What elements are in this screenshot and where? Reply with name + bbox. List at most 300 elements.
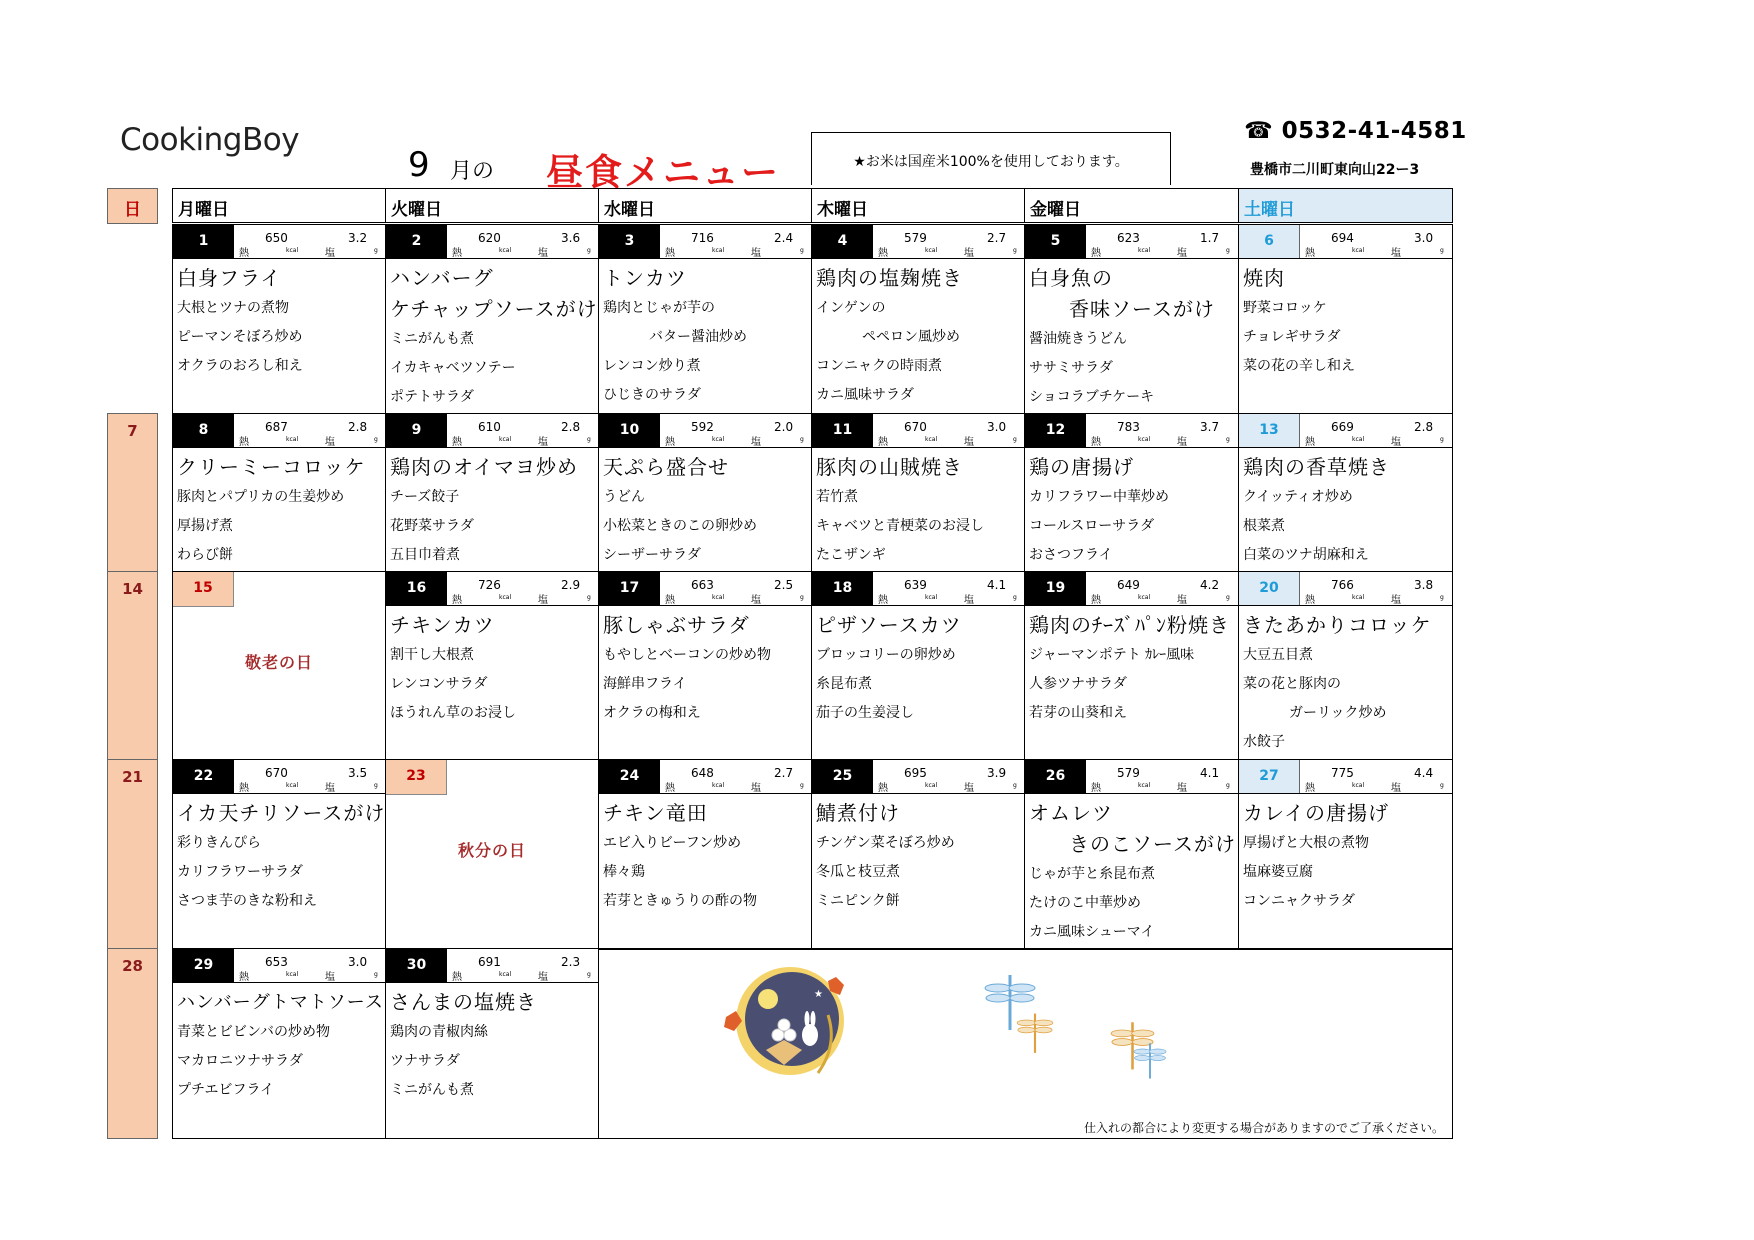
date-number: 24: [599, 760, 660, 793]
g-label: g: [800, 436, 804, 443]
date-number: 10: [599, 414, 660, 447]
kcal-value: 592: [691, 420, 714, 434]
g-label: g: [800, 247, 804, 254]
side-dish: エビ入りビーフン炒め: [603, 835, 742, 851]
salt-value: 3.6: [561, 231, 581, 245]
page-title: 昼食メニュー: [546, 151, 780, 194]
side-dish: 糸昆布煮: [816, 676, 872, 692]
side-dish: マカロニツナサラダ: [177, 1053, 303, 1069]
side-dish: うどん: [603, 489, 645, 505]
kcal-value: 653: [265, 955, 288, 969]
side-dish: 小松菜ときのこの卵炒め: [603, 518, 757, 534]
kcal-label: kcal: [1352, 782, 1365, 789]
heat-label: 熱: [1305, 783, 1315, 794]
nutrition-strip: [173, 225, 385, 259]
main-dish: オムレツ: [1029, 801, 1113, 825]
salt-value: 3.5: [348, 766, 368, 780]
day-header-wed: 水曜日: [598, 188, 812, 223]
side-dish: ミニがんも煮: [390, 1082, 474, 1098]
heat-label: 熱: [1305, 595, 1315, 606]
side-dish: プチエビフライ: [177, 1082, 275, 1098]
date-number: 23: [386, 760, 447, 795]
day-cell: [172, 948, 386, 1139]
side-dish: ひじきのサラダ: [603, 387, 701, 403]
g-label: g: [1440, 247, 1444, 254]
g-label: g: [1440, 594, 1444, 601]
side-dish: 根菜煮: [1243, 518, 1285, 534]
side-dish: 水餃子: [1243, 734, 1285, 750]
main-dish: 鶏肉の塩麹焼き: [816, 266, 963, 290]
salt-value: 1.7: [1200, 231, 1220, 245]
heat-label: 熱: [452, 248, 462, 259]
day-cell: [598, 224, 812, 414]
side-dish: 棒々鶏: [603, 864, 645, 880]
kcal-label: kcal: [925, 436, 938, 443]
main-dish: トンカツ: [603, 266, 687, 290]
salt-label: 塩: [751, 248, 761, 259]
side-dish: ツナサラダ: [390, 1053, 460, 1069]
date-number: 16: [386, 572, 447, 605]
heat-label: 熱: [239, 972, 249, 983]
kcal-value: 579: [904, 231, 927, 245]
g-label: g: [1013, 436, 1017, 443]
kcal-value: 663: [691, 578, 714, 592]
main-dish: 鶏肉のオイマヨ炒め: [390, 455, 578, 479]
side-dish: 海鮮串フライ: [603, 676, 687, 692]
salt-value: 2.7: [774, 766, 794, 780]
day-cell: [811, 224, 1025, 414]
kcal-label: kcal: [499, 436, 512, 443]
main-dish: 天ぷら盛合せ: [603, 455, 729, 479]
kcal-value: 687: [265, 420, 288, 434]
side-dish: わらび餅: [177, 547, 233, 563]
heat-label: 熱: [239, 437, 249, 448]
g-label: g: [587, 247, 591, 254]
kcal-label: kcal: [925, 247, 938, 254]
heat-label: 熱: [878, 437, 888, 448]
star-icon: ★: [814, 989, 823, 1000]
day-cell: [385, 224, 599, 414]
side-dish: 豚肉とパプリカの生姜炒め: [177, 489, 345, 505]
salt-label: 塩: [964, 248, 974, 259]
day-header-thu: 木曜日: [811, 188, 1025, 223]
g-label: g: [1226, 436, 1230, 443]
side-dish: ペペロン風炒め: [862, 329, 960, 345]
salt-label: 塩: [751, 437, 761, 448]
side-dish: オクラの梅和え: [603, 705, 701, 721]
side-dish: カニ風味サラダ: [816, 387, 914, 403]
day-cell: [598, 759, 812, 949]
salt-label: 塩: [538, 972, 548, 983]
sunday-date: 14: [122, 580, 143, 598]
side-dish: おさつフライ: [1029, 547, 1113, 563]
address: 豊橋市二川町東向山22ー3: [1250, 162, 1420, 178]
kcal-value: 639: [904, 578, 927, 592]
salt-value: 4.1: [1200, 766, 1220, 780]
side-dish: 茄子の生姜浸し: [816, 705, 914, 721]
salt-value: 2.3: [561, 955, 581, 969]
salt-value: 2.9: [561, 578, 581, 592]
side-dish: 醤油焼きうどん: [1029, 331, 1127, 347]
side-dish: たこザンギ: [816, 547, 886, 563]
day-cell: [385, 413, 599, 572]
salt-value: 3.8: [1414, 578, 1434, 592]
heat-label: 熱: [1305, 437, 1315, 448]
dango: [778, 1019, 790, 1031]
nutrition-strip: [1025, 414, 1238, 448]
day-cell: [598, 571, 812, 760]
side-dish: 白菜のツナ胡麻和え: [1243, 547, 1369, 563]
kcal-value: 650: [265, 231, 288, 245]
salt-value: 4.4: [1414, 766, 1434, 780]
heat-label: 熱: [878, 783, 888, 794]
day-cell: [1238, 759, 1453, 949]
side-dish: ほうれん草のお浸し: [390, 705, 516, 721]
side-dish: 五目巾着煮: [390, 547, 460, 563]
rabbit-ear: [811, 1011, 816, 1027]
main-dish: 鶏肉の香草焼き: [1243, 455, 1390, 479]
side-dish: 若芽の山葵和え: [1029, 705, 1127, 721]
heat-label: 熱: [452, 595, 462, 606]
kcal-value: 726: [478, 578, 501, 592]
dragonfly-icon: [1010, 1010, 1060, 1060]
g-label: g: [374, 436, 378, 443]
side-dish: 冬瓜と枝豆煮: [816, 864, 900, 880]
main-dish: イカ天チリソースがけ: [177, 801, 386, 825]
nutrition-strip: [1239, 225, 1452, 259]
side-dish: たけのこ中華炒め: [1029, 895, 1141, 911]
main-dish: ピザソースカツ: [816, 613, 962, 637]
date-number: 18: [812, 572, 873, 605]
rabbit: [802, 1024, 818, 1046]
heat-label: 熱: [878, 248, 888, 259]
phone-number: ☎ 0532-41-4581: [1244, 118, 1467, 144]
main-dish: チキン竜田: [603, 801, 708, 825]
rice-note: ★お米は国産米100%を使用しております。: [811, 132, 1171, 185]
date-number: 27: [1239, 760, 1300, 793]
kcal-label: kcal: [712, 782, 725, 789]
g-label: g: [587, 594, 591, 601]
nutrition-strip: [812, 225, 1024, 259]
g-label: g: [587, 436, 591, 443]
heat-label: 熱: [1091, 783, 1101, 794]
holiday-cell: [172, 571, 386, 760]
kcal-label: kcal: [286, 782, 299, 789]
side-dish: ミニピンク餅: [816, 893, 900, 909]
kcal-label: kcal: [499, 594, 512, 601]
main-dish: さんまの塩焼き: [390, 990, 537, 1014]
g-label: g: [1440, 782, 1444, 789]
kcal-value: 670: [265, 766, 288, 780]
day-cell: [1238, 571, 1453, 760]
salt-value: 2.7: [987, 231, 1007, 245]
date-number: 4: [812, 225, 873, 258]
date-number: 29: [173, 949, 234, 982]
kcal-value: 695: [904, 766, 927, 780]
day-cell: [385, 948, 599, 1139]
kcal-value: 620: [478, 231, 501, 245]
side-dish: ショコラブチケーキ: [1029, 389, 1155, 405]
main-dish: 鶏肉のﾁｰｽﾞﾊﾟﾝ粉焼き: [1029, 613, 1230, 637]
nutrition-strip: [173, 760, 385, 794]
salt-value: 3.0: [987, 420, 1007, 434]
day-header-mon: 月曜日: [172, 188, 386, 223]
salt-value: 3.0: [348, 955, 368, 969]
nutrition-strip: [386, 414, 598, 448]
kcal-value: 716: [691, 231, 714, 245]
sunday-date: 7: [127, 422, 138, 440]
day-cell: [172, 413, 386, 572]
side-dish: バター醤油炒め: [649, 329, 747, 345]
kcal-label: kcal: [712, 247, 725, 254]
main-dish: チキンカツ: [390, 613, 495, 637]
kcal-value: 623: [1117, 231, 1140, 245]
day-cell: [1024, 224, 1239, 414]
side-dish: 野菜コロッケ: [1243, 300, 1327, 316]
g-label: g: [1440, 436, 1444, 443]
side-dish: チーズ餃子: [390, 489, 460, 505]
date-number: 9: [386, 414, 447, 447]
g-label: g: [1013, 594, 1017, 601]
side-dish: ブロッコリーの卵炒め: [816, 647, 956, 663]
side-dish: インゲンの: [816, 300, 886, 316]
heat-label: 熱: [1305, 248, 1315, 259]
side-dish: チンゲン菜そぼろ炒め: [816, 835, 955, 851]
date-number: 1: [173, 225, 234, 258]
main-dish: ハンバーグトマトソース: [177, 992, 384, 1013]
kcal-label: kcal: [286, 247, 299, 254]
g-label: g: [800, 782, 804, 789]
date-number: 30: [386, 949, 447, 982]
salt-label: 塩: [1391, 248, 1401, 259]
side-dish: コールスローサラダ: [1029, 518, 1155, 534]
heat-label: 熱: [239, 248, 249, 259]
heat-label: 熱: [452, 972, 462, 983]
kcal-label: kcal: [1352, 247, 1365, 254]
side-dish: 花野菜サラダ: [390, 518, 474, 534]
g-label: g: [1226, 782, 1230, 789]
main-dish: 白身フライ: [177, 266, 282, 290]
nutrition-strip: [1025, 572, 1238, 606]
nutrition-strip: [386, 225, 598, 259]
kcal-label: kcal: [286, 436, 299, 443]
side-dish: もやしとベーコンの炒め物: [603, 647, 771, 663]
main-dish: きたあかりコロッケ: [1243, 613, 1432, 637]
side-dish: さつま芋のきな粉和え: [177, 893, 317, 909]
nutrition-strip: [812, 414, 1024, 448]
side-dish: 鶏肉の青椒肉絲: [390, 1024, 488, 1040]
kcal-label: kcal: [925, 594, 938, 601]
salt-value: 3.0: [1414, 231, 1434, 245]
main-dish: 白身魚の: [1029, 266, 1113, 290]
side-dish: ピーマンそぼろ炒め: [177, 329, 303, 345]
kcal-value: 783: [1117, 420, 1140, 434]
holiday-name: 敬老の日: [244, 653, 313, 672]
side-dish: カニ風味シューマイ: [1029, 924, 1155, 940]
nutrition-strip: [1239, 414, 1452, 448]
g-label: g: [1013, 247, 1017, 254]
day-header-fri: 金曜日: [1024, 188, 1239, 223]
side-dish: チョレギサラダ: [1243, 329, 1341, 345]
main-dish: カレイの唐揚げ: [1243, 801, 1389, 825]
kcal-label: kcal: [499, 971, 512, 978]
kcal-value: 610: [478, 420, 501, 434]
salt-label: 塩: [751, 783, 761, 794]
nutrition-strip: [812, 760, 1024, 794]
date-number: 5: [1025, 225, 1086, 258]
date-number: 2: [386, 225, 447, 258]
day-cell: [1024, 571, 1239, 760]
date-number: 19: [1025, 572, 1086, 605]
nutrition-strip: [386, 572, 598, 606]
date-number: 20: [1239, 572, 1300, 605]
day-header-sat: 土曜日: [1238, 188, 1453, 223]
salt-label: 塩: [964, 595, 974, 606]
main-dish: ハンバーグ: [390, 266, 494, 290]
footnote: 仕入れの都合により変更する場合がありますのでご了承ください。: [1083, 1121, 1444, 1135]
salt-label: 塩: [964, 783, 974, 794]
salt-label: 塩: [1177, 783, 1187, 794]
day-cell: [172, 759, 386, 949]
month-number: 9: [408, 145, 430, 185]
nutrition-strip: [173, 414, 385, 448]
side-dish: コンニャクの時雨煮: [816, 358, 942, 374]
side-dish: ミニがんも煮: [390, 331, 474, 347]
sunday-cell: [107, 571, 158, 760]
main-dish: 鯖煮付け: [816, 801, 900, 825]
side-dish: 彩りきんぴら: [177, 835, 261, 851]
date-number: 8: [173, 414, 234, 447]
g-label: g: [800, 594, 804, 601]
day-cell: [385, 571, 599, 760]
month-suffix: 月の: [450, 159, 495, 184]
heat-label: 熱: [452, 437, 462, 448]
salt-value: 2.8: [561, 420, 581, 434]
side-dish: 菜の花と豚肉の: [1243, 676, 1341, 692]
salt-label: 塩: [1391, 437, 1401, 448]
kcal-label: kcal: [499, 247, 512, 254]
kcal-label: kcal: [286, 971, 299, 978]
main-dish: 豚肉の山賊焼き: [816, 455, 963, 479]
side-dish: レンコン炒り煮: [603, 358, 701, 374]
heat-label: 熱: [665, 437, 675, 448]
kcal-label: kcal: [1138, 436, 1151, 443]
nutrition-strip: [173, 949, 385, 983]
side-dish: クイッティオ炒め: [1243, 489, 1353, 505]
kcal-label: kcal: [1138, 782, 1151, 789]
sunday-cell: [107, 948, 158, 1139]
side-dish: じゃが芋と糸昆布煮: [1029, 866, 1155, 882]
salt-label: 塩: [538, 437, 548, 448]
day-cell: [1238, 413, 1453, 572]
salt-label: 塩: [1177, 595, 1187, 606]
kcal-value: 766: [1331, 578, 1354, 592]
main-dish: 鶏の唐揚げ: [1029, 455, 1134, 479]
day-cell: [1024, 413, 1239, 572]
salt-value: 3.2: [348, 231, 368, 245]
salt-label: 塩: [1177, 248, 1187, 259]
kcal-label: kcal: [712, 594, 725, 601]
salt-value: 2.0: [774, 420, 794, 434]
salt-label: 塩: [1177, 437, 1187, 448]
sunday-cell: [107, 759, 158, 949]
date-number: 22: [173, 760, 234, 793]
salt-value: 2.5: [774, 578, 794, 592]
date-number: 11: [812, 414, 873, 447]
salt-value: 2.8: [1414, 420, 1434, 434]
g-label: g: [374, 971, 378, 978]
nutrition-strip: [1239, 572, 1452, 606]
main-dish: クリーミーコロッケ: [177, 455, 366, 479]
side-dish: シーザーサラダ: [603, 547, 701, 563]
side-dish: 鶏肉とじゃが芋の: [603, 300, 715, 316]
kcal-value: 670: [904, 420, 927, 434]
salt-label: 塩: [538, 595, 548, 606]
salt-label: 塩: [751, 595, 761, 606]
side-dish: ガーリック炒め: [1289, 705, 1387, 721]
date-number: 6: [1239, 225, 1300, 258]
heat-label: 熱: [1091, 248, 1101, 259]
side-dish: オクラのおろし和え: [177, 358, 303, 374]
day-cell: [811, 413, 1025, 572]
kcal-value: 775: [1331, 766, 1354, 780]
nutrition-strip: [599, 225, 811, 259]
salt-label: 塩: [325, 248, 335, 259]
kcal-label: kcal: [712, 436, 725, 443]
nutrition-strip: [599, 572, 811, 606]
side-dish: 厚揚げ煮: [177, 518, 233, 534]
sunday-header: [107, 188, 158, 224]
moon-viewing-illustration: [718, 955, 858, 1090]
date-number: 17: [599, 572, 660, 605]
side-dish: 大豆五目煮: [1243, 647, 1313, 663]
side-dish: 青菜とビビンバの炒め物: [177, 1024, 331, 1040]
day-cell: [1024, 759, 1239, 949]
side-dish: 塩麻婆豆腐: [1243, 864, 1313, 880]
day-header-tue: 火曜日: [385, 188, 599, 223]
kcal-value: 691: [478, 955, 501, 969]
side-dish: 厚揚げと大根の煮物: [1243, 835, 1369, 851]
g-label: g: [374, 247, 378, 254]
salt-label: 塩: [1391, 595, 1401, 606]
salt-value: 3.7: [1200, 420, 1220, 434]
date-number: 3: [599, 225, 660, 258]
side-dish: 割干し大根煮: [390, 647, 474, 663]
day-cell: [598, 413, 812, 572]
kcal-value: 669: [1331, 420, 1354, 434]
main-dish: 豚しゃぶサラダ: [603, 613, 750, 637]
nutrition-strip: [599, 414, 811, 448]
side-dish: 大根とツナの煮物: [177, 300, 289, 316]
main-dish-line2: ケチャップソースがけ: [390, 297, 598, 321]
side-dish: レンコンサラダ: [390, 676, 488, 692]
sunday-header-label: 日: [124, 200, 141, 220]
salt-value: 4.2: [1200, 578, 1220, 592]
date-number: 25: [812, 760, 873, 793]
date-number: 12: [1025, 414, 1086, 447]
side-dish: カリフラワーサラダ: [177, 864, 303, 880]
full-moon: [758, 989, 778, 1009]
g-label: g: [587, 971, 591, 978]
side-dish: ジャーマンポテト ｶﾚｰ風味: [1029, 647, 1195, 663]
date-number: 13: [1239, 414, 1300, 447]
kcal-label: kcal: [925, 782, 938, 789]
main-dish: 焼肉: [1243, 266, 1285, 290]
salt-label: 塩: [325, 972, 335, 983]
salt-value: 2.4: [774, 231, 794, 245]
heat-label: 熱: [665, 248, 675, 259]
side-dish: ササミサラダ: [1029, 360, 1113, 376]
